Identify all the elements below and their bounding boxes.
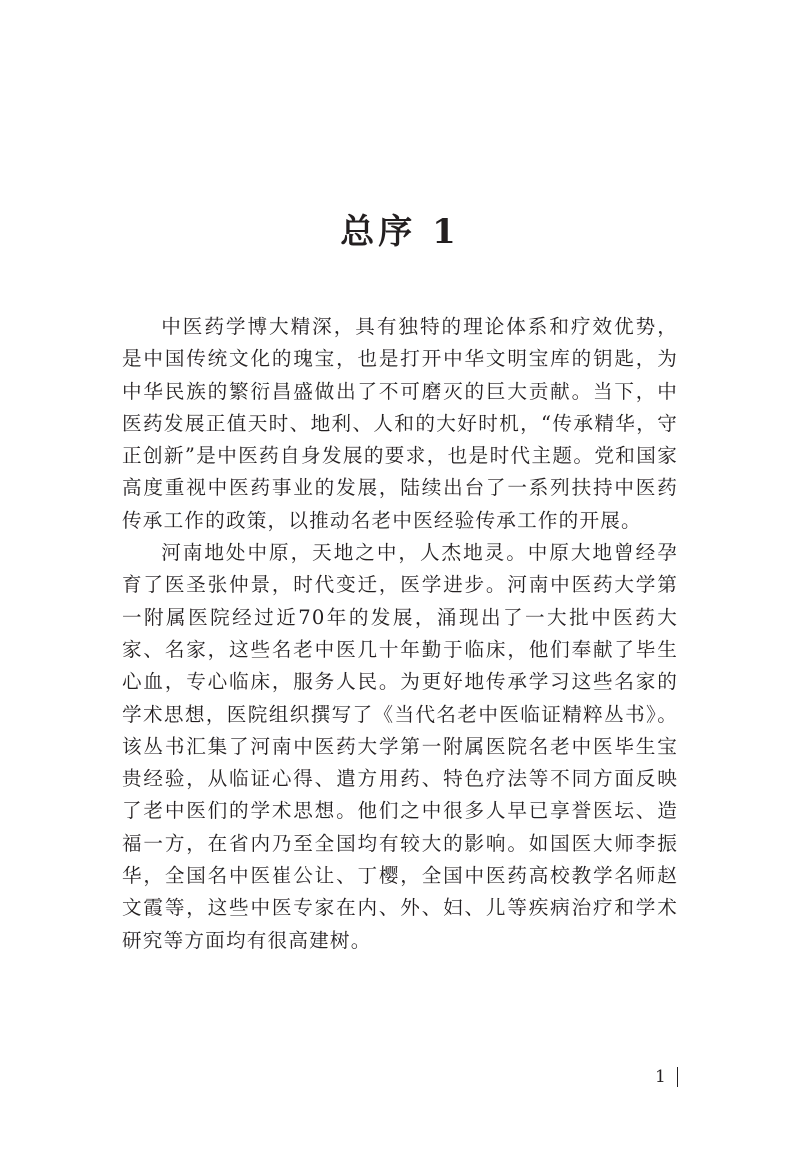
footer-divider bbox=[677, 1067, 678, 1087]
page-number: 1 bbox=[655, 1067, 666, 1087]
page-footer bbox=[655, 1066, 678, 1088]
paragraph: 中医药学博大精深，具有独特的理论体系和疗效优势，是中国传统文化的瑰宝，也是打开中华文明宝库的钥匙，为中华民族的繁衍昌盛做出了不可磨灭的巨大贡献。当下，中医药发展正值天时、地利、人和的大好时机，“传承精华，守正创新”是中医药自身发展的要求，也是时代主题。党和国家高度重视中医药事业的发展，陆续出台了一系列扶持中医药传承工作的政策，以推动名老中医经验传承工作的开展。 bbox=[122, 315, 678, 532]
page-title: 总序 1 bbox=[340, 212, 460, 252]
paragraph: 河南地处中原，天地之中，人杰地灵。中原大地曾经孕育了医圣张仲景，时代变迁，医学进步。河南中医药大学第一附属医院经过近70年的发展，涌现出了一大批中医药大家、名家，这些名老中医几十年勤于临床，他们奉献了毕生心血，专心临床，服务人民。为更好地传承学习这些名家的学术思想，医院组织撰写了《当代名老中医临证精粹丛书》。该丛书汇集了河南中医药大学第一附属医院名老中医毕生宝贵经验，从临证心得、遣方用药、特色疗法等不同方面反映了老中医们的学术思想。他们之中很多人早已享誉医坛、造福一方，在省内乃至全国均有较大的影响。如国医大师李振华，全国名中医崔公让、丁樱，全国中医药高校教学名师赵文霞等，这些中医专家在内、外、妇、儿等疾病治疗和学术研究等方面均有很高建树。 bbox=[122, 541, 678, 952]
body-text bbox=[122, 311, 678, 957]
